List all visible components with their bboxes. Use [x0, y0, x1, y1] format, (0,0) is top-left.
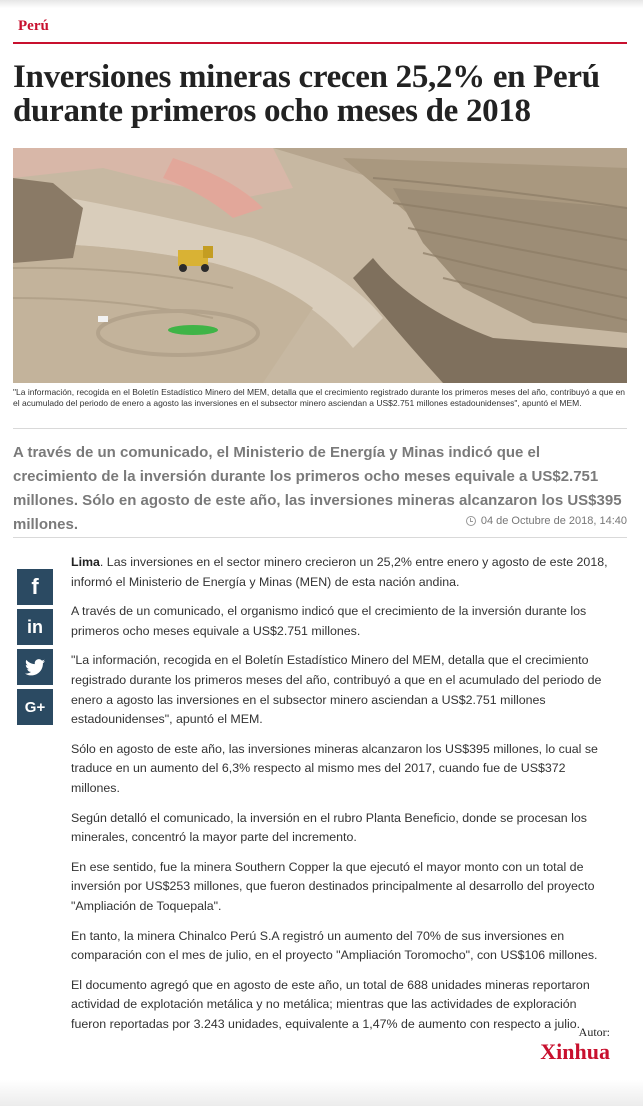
facebook-icon: f: [31, 574, 39, 599]
article-headline: Inversiones mineras crecen 25,2% en Perú durante primeros ocho meses de 2018: [13, 59, 600, 129]
paragraph: En tanto, la minera Chinalco Perú S.A registró un aumento del 70% de sus inversiones en comparación con el mes de julio, en el proyecto "Ampliación Toromocho", con US$106 millones.: [71, 928, 598, 963]
publish-date: [466, 515, 627, 527]
paragraph-text: . Las inversiones en el sector minero crecieron un 25,2% entre enero y agosto de este 2018, informó el Ministerio de Energía y Minas (MEN) de esta nación andina.: [71, 555, 608, 589]
facebook-share-button[interactable]: [17, 569, 53, 605]
google-plus-icon: G+: [24, 698, 46, 716]
top-shadow: [0, 0, 643, 8]
twitter-share-button[interactable]: [17, 649, 53, 685]
photo-caption: "La información, recogida en el Boletín Estadístico Minero del MEM, detalla que el crecimiento registrado durante los primeros meses del año, contribuyó a que en el acumulado del periodo de enero a agosto las inversiones en el subsector minero asciendan a US$2.751 millones estadounidenses", apuntó el MEM.: [13, 387, 626, 408]
section-link[interactable]: Perú: [18, 18, 49, 34]
linkedin-icon: in: [27, 616, 43, 637]
author-label: Autor:: [578, 1025, 610, 1039]
divider: [13, 428, 627, 429]
article-photo: [13, 148, 627, 383]
paragraph: A través de un comunicado, el organismo indicó que el crecimiento de la inversión durante los primeros ocho meses equivale a US$2.751 millones.: [71, 604, 587, 638]
googleplus-share-button[interactable]: [17, 689, 53, 725]
paragraph: Según detalló el comunicado, la inversión en el rubro Planta Beneficio, donde se procesan los minerales, concentró la mayor parte del incremento.: [71, 810, 587, 845]
publish-date-text: 04 de Octubre de 2018, 14:40: [480, 515, 627, 527]
author-block: [540, 1025, 610, 1064]
article-body: [71, 553, 611, 1044]
paragraph: En ese sentido, fue la minera Southern Copper la que ejecutó el mayor monto con un total de inversión por US$253 millones, que fueron destinados principalmente al desarrollo del proyecto "Ampliación de Toquepala".: [71, 859, 595, 913]
section-header: [13, 14, 627, 44]
paragraph: [71, 553, 611, 592]
dateline-city: Lima: [71, 555, 100, 569]
paragraph: "La información, recogida en el Boletín Estadístico Minero del MEM, detalla que el crecimiento registrado durante los primeros meses del año, contribuyó a que en el acumulado del periodo de enero a agosto las inversiones en el subsector minero asciendan a US$2.751 millones estadounidenses", apuntó el MEM.: [71, 653, 602, 727]
divider: [13, 537, 627, 538]
twitter-icon: [25, 659, 45, 676]
social-share-bar: [17, 569, 53, 729]
article-lead: A través de un comunicado, el Ministerio de Energía y Minas indicó que el crecimiento de la inversión durante los primeros ocho meses equivale a US$2.751 millones. Sólo en agosto de este año, las inversiones mineras alcanzaron los US$395 millones.: [13, 444, 622, 533]
clock-icon: [466, 516, 476, 526]
author-name[interactable]: Xinhua: [540, 1039, 610, 1064]
paragraph: Sólo en agosto de este año, las inversiones mineras alcanzaron los US$395 millones, lo cual se traduce en un aumento del 6,3% respecto al mismo mes del 2017, cuando fue de US$372 millones.: [71, 741, 598, 795]
linkedin-share-button[interactable]: [17, 609, 53, 645]
bottom-shadow: [0, 1080, 643, 1106]
paragraph: El documento agregó que en agosto de este año, un total de 688 unidades mineras reportaron actividad de explotación metálica y no metálica; mientras que las actividades de exploración fueron reportadas por 3.243 unidades, equivalente a 1,47% de aumento con respecto a julio.: [71, 977, 590, 1031]
